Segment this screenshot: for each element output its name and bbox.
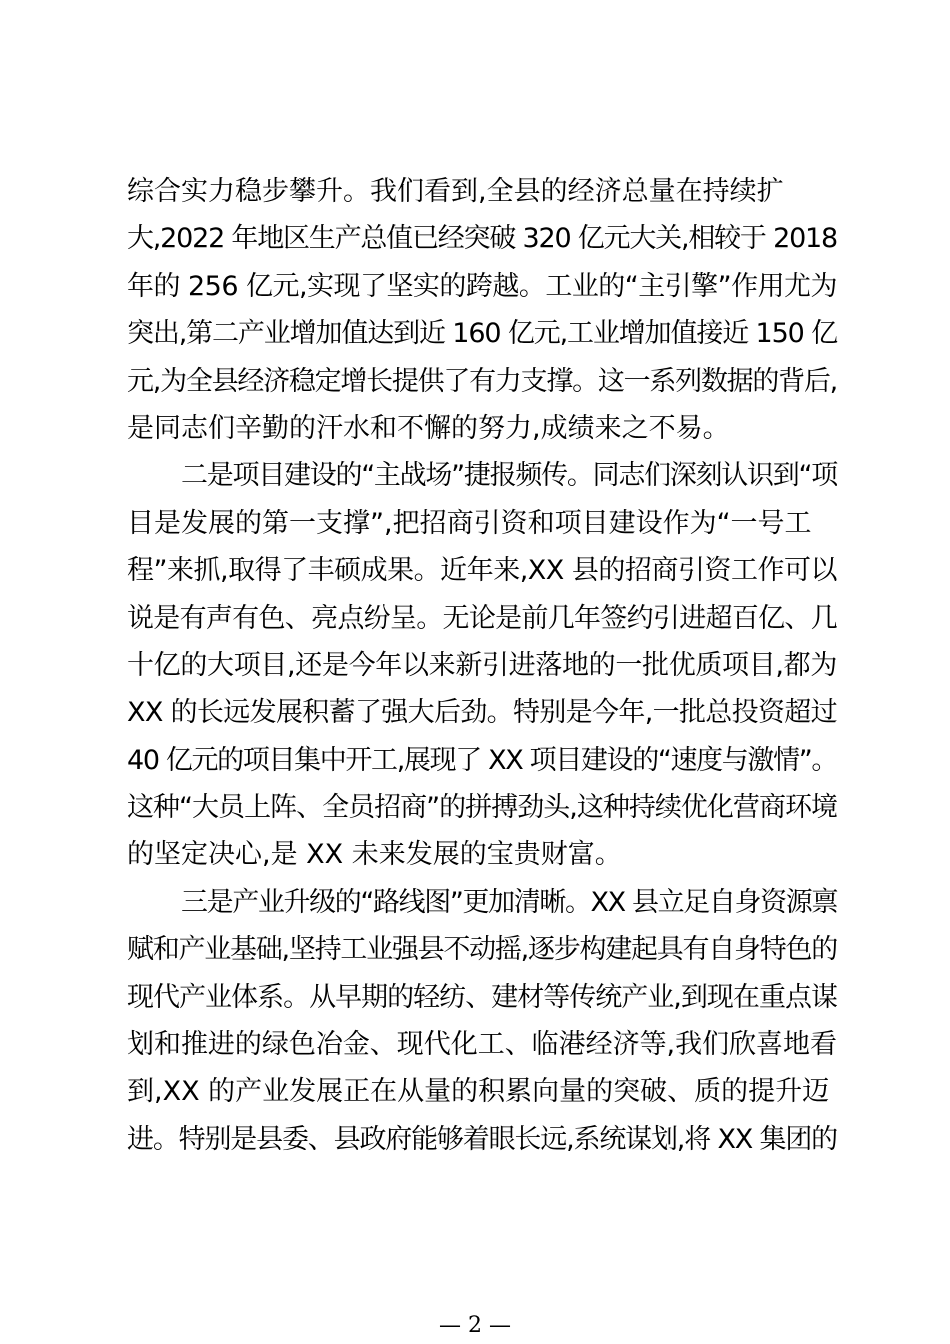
text-line: 说是有声有色、亮点纷呈。无论是前几年签约引进超百亿、几 <box>127 602 837 634</box>
page-number: — 2 — <box>439 1313 511 1338</box>
text-line: 到,XX 的产业发展正在从量的积累向量的突破、质的提升迈 <box>127 1076 830 1108</box>
text-line: 突出,第二产业增加值达到近 160 亿元,工业增加值接近 150 亿 <box>127 318 837 350</box>
text-line: 综合实力稳步攀升。我们看到,全县的经济总量在持续扩 <box>127 176 784 207</box>
text-line: 目是发展的第一支撑”,把招商引资和项目建设作为“一号工 <box>127 507 812 539</box>
text-line: 这种“大员上阵、全员招商”的拼搏劲头,这种持续优化营商环境 <box>127 792 837 824</box>
text-line: 的坚定决心,是 XX 未来发展的宝贵财富。 <box>127 839 622 871</box>
paragraph-first-line: 三是产业升级的“路线图”更加清晰。XX 县立足自身资源禀 <box>181 886 837 918</box>
text-line: 年的 256 亿元,实现了坚实的跨越。工业的“主引擎”作用尤为 <box>127 270 837 302</box>
text-line: 大,2022 年地区生产总值已经突破 320 亿元大关,相较于 2018 <box>127 223 837 255</box>
text-line: 划和推进的绿色冶金、现代化工、临港经济等,我们欣喜地看 <box>127 1029 837 1061</box>
text-line: 赋和产业基础,坚持工业强县不动摇,逐步构建起具有自身特色的 <box>127 934 837 966</box>
text-line: XX 的长远发展积蓄了强大后劲。特别是今年,一批总投资超过 <box>127 697 837 729</box>
paragraph-first-line: 二是项目建设的“主战场”捷报频传。同志们深刻认识到“项 <box>181 460 837 492</box>
text-line: 程”来抓,取得了丰硕成果。近年来,XX 县的招商引资工作可以 <box>127 555 837 587</box>
text-line: 是同志们辛勤的汗水和不懈的努力,成绩来之不易。 <box>127 412 730 444</box>
text-line: 元,为全县经济稳定增长提供了有力支撑。这一系列数据的背后, <box>127 365 837 397</box>
text-line: 十亿的大项目,还是今年以来新引进落地的一批优质项目,都为 <box>127 649 837 681</box>
body-text <box>127 168 837 1163</box>
text-line: 40 亿元的项目集中开工,展现了 XX 项目建设的“速度与激情”。 <box>127 744 837 776</box>
text-line: 现代产业体系。从早期的轻纺、建材等传统产业,到现在重点谋 <box>127 981 837 1013</box>
text-line: 进。特别是县委、县政府能够着眼长远,系统谋划,将 XX 集团的 <box>127 1123 837 1155</box>
